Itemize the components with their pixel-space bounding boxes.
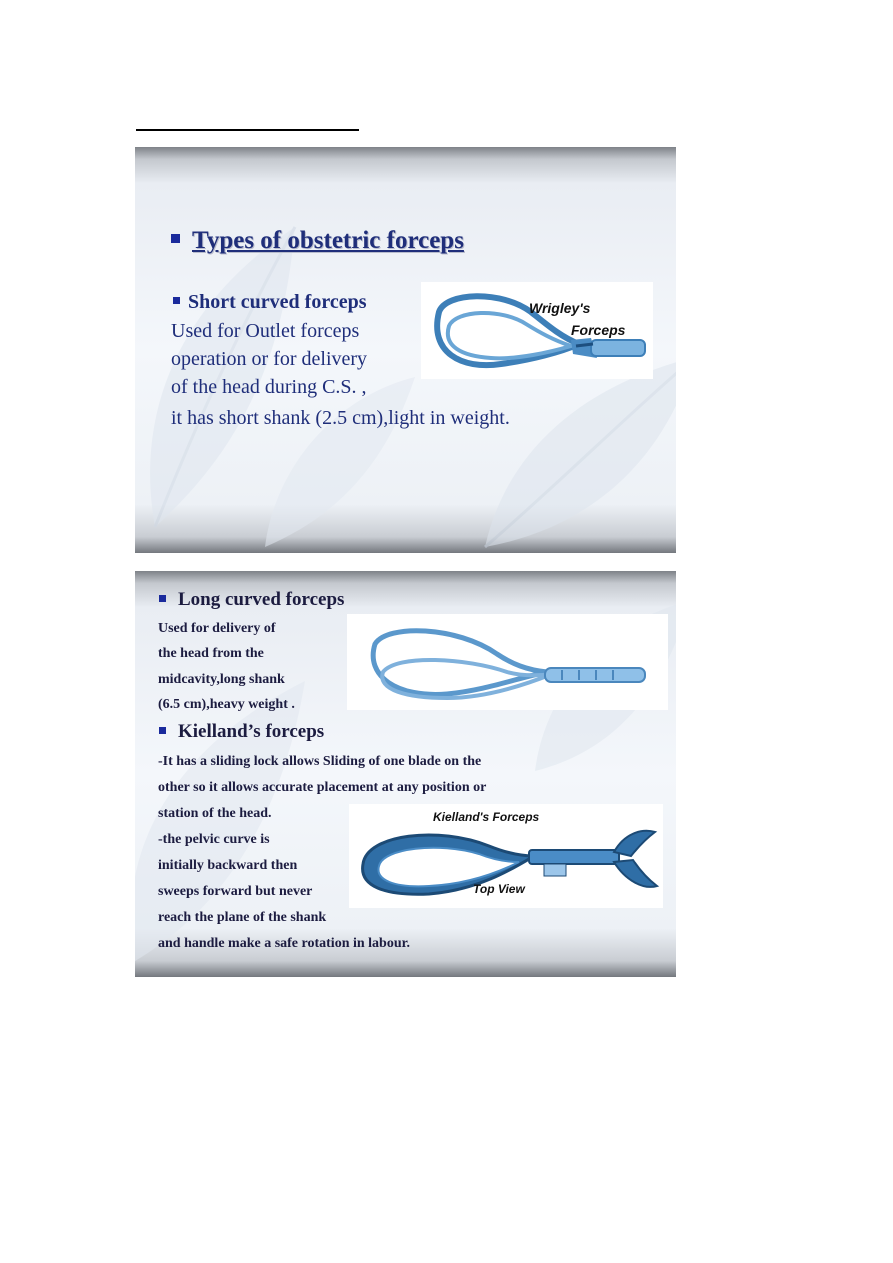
body-line: sweeps forward but never	[158, 884, 313, 899]
body-line: of the head during C.S. ,	[171, 376, 367, 398]
section-heading: Short curved forceps	[173, 291, 367, 314]
bullet-icon	[159, 595, 166, 602]
body-line: initially backward then	[158, 858, 298, 873]
body-line: reach the plane of the shank	[158, 910, 327, 925]
body-line: station of the head.	[158, 806, 272, 821]
forceps-illustration	[347, 614, 668, 710]
body-line: it has short shank (2.5 cm),light in weight.	[171, 407, 510, 429]
slide-title: Types of obstetric forceps	[171, 227, 464, 255]
body-line: -It has a sliding lock allows Sliding of one blade on the	[158, 754, 482, 769]
section-heading: Long curved forceps	[159, 589, 344, 611]
long-curved-forceps-image	[347, 614, 668, 710]
forceps-label: Top View	[473, 882, 525, 896]
wrigleys-forceps-image	[421, 282, 653, 379]
bullet-icon	[173, 297, 180, 304]
body-line: the head from the	[158, 646, 264, 661]
body-line: (6.5 cm),heavy weight .	[158, 697, 295, 712]
body-line: midcavity,long shank	[158, 672, 285, 687]
top-rule	[136, 129, 359, 131]
slide-short-curved-forceps	[135, 147, 676, 553]
slide-long-curved-and-kielland-forceps	[135, 571, 676, 977]
section-heading: Kielland’s forceps	[159, 721, 324, 743]
bullet-icon	[159, 727, 166, 734]
kiellands-forceps-image	[349, 804, 663, 908]
forceps-label: Kielland's Forceps	[433, 810, 540, 824]
body-line: operation or for delivery	[171, 348, 368, 370]
body-line: -the pelvic curve is	[158, 832, 270, 847]
forceps-label: Wrigley's	[529, 300, 591, 316]
body-line: other so it allows accurate placement at any position or	[158, 780, 487, 795]
body-line: Used for delivery of	[158, 621, 276, 636]
body-line: and handle make a safe rotation in labour.	[158, 936, 411, 951]
forceps-label: Forceps	[571, 322, 626, 338]
bullet-icon	[171, 234, 180, 243]
body-line: Used for Outlet forceps	[171, 320, 360, 342]
